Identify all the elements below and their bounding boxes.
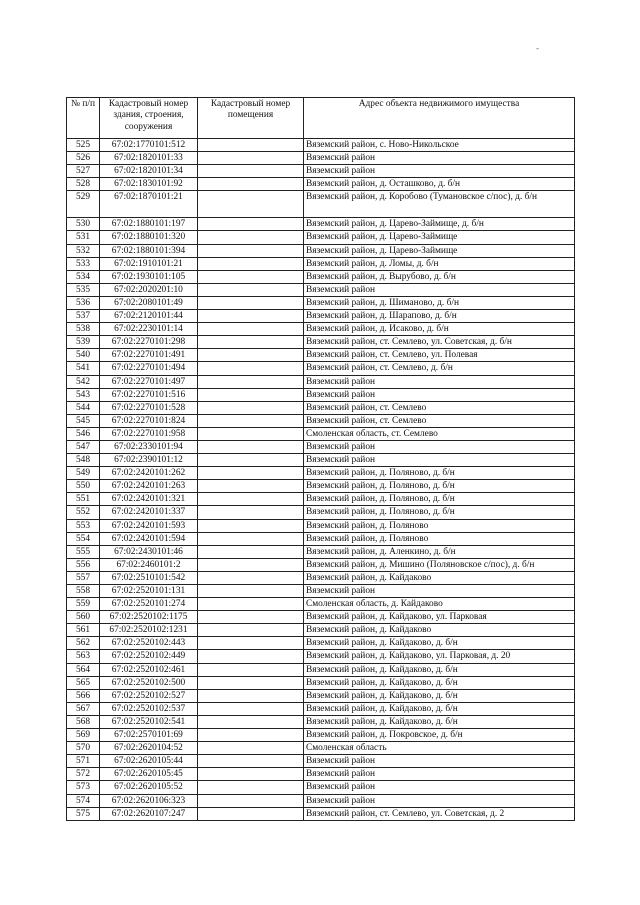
building-cadastral-number: 67:02:1910101:21 — [100, 257, 198, 270]
object-address: Вяземский район, ст. Семлево, ул. Советская, д. 2 — [304, 807, 575, 820]
room-cadastral-number — [198, 558, 304, 571]
row-number: 544 — [67, 401, 100, 414]
row-number: 540 — [67, 349, 100, 362]
object-address: Вяземский район, ст. Семлево — [304, 414, 575, 427]
object-address: Вяземский район — [304, 755, 575, 768]
object-address: Вяземский район, д. Кайдаково, д. б/н — [304, 715, 575, 728]
room-cadastral-number — [198, 454, 304, 467]
building-cadastral-number: 67:02:2510101:542 — [100, 571, 198, 584]
building-cadastral-number: 67:02:2270101:824 — [100, 414, 198, 427]
room-cadastral-number — [198, 178, 304, 191]
room-cadastral-number — [198, 231, 304, 244]
room-cadastral-number — [198, 336, 304, 349]
row-number: 537 — [67, 310, 100, 323]
building-cadastral-number: 67:02:2120101:44 — [100, 310, 198, 323]
table-row — [67, 624, 575, 637]
table-row — [67, 454, 575, 467]
object-address: Смоленская область, д. Кайдаково — [304, 598, 575, 611]
room-cadastral-number — [198, 637, 304, 650]
building-cadastral-number: 67:02:2270101:958 — [100, 427, 198, 440]
room-cadastral-number — [198, 598, 304, 611]
building-cadastral-number: 67:02:2420101:321 — [100, 493, 198, 506]
building-cadastral-number: 67:02:2620107:247 — [100, 807, 198, 820]
object-address: Вяземский район, ст. Семлево, ул. Полевая — [304, 349, 575, 362]
row-number: 564 — [67, 663, 100, 676]
table-row — [67, 218, 575, 231]
object-address: Вяземский район — [304, 768, 575, 781]
object-address: Вяземский район, д. Поляново — [304, 532, 575, 545]
building-cadastral-number: 67:02:1830101:92 — [100, 178, 198, 191]
room-cadastral-number — [198, 257, 304, 270]
row-number: 568 — [67, 715, 100, 728]
building-cadastral-number: 67:02:1880101:197 — [100, 218, 198, 231]
object-address: Вяземский район, ст. Семлево, ул. Советская, д. б/н — [304, 336, 575, 349]
room-cadastral-number — [198, 585, 304, 598]
table-row — [67, 585, 575, 598]
building-cadastral-number: 67:02:1880101:394 — [100, 244, 198, 257]
room-cadastral-number — [198, 388, 304, 401]
building-cadastral-number: 67:02:1770101:512 — [100, 139, 198, 152]
room-cadastral-number — [198, 571, 304, 584]
table-row — [67, 467, 575, 480]
building-cadastral-number: 67:02:2520102:1231 — [100, 624, 198, 637]
row-number: 566 — [67, 689, 100, 702]
table-row — [67, 270, 575, 283]
header-room-cadastral: Кадастровый номер помещения — [198, 98, 304, 139]
row-number: 543 — [67, 388, 100, 401]
table-header-row — [67, 98, 575, 139]
row-number: 535 — [67, 283, 100, 296]
table-row — [67, 401, 575, 414]
table-row — [67, 768, 575, 781]
table-row — [67, 388, 575, 401]
room-cadastral-number — [198, 244, 304, 257]
room-cadastral-number — [198, 493, 304, 506]
object-address: Вяземский район — [304, 152, 575, 165]
object-address: Вяземский район, д. Поляново, д. б/н — [304, 467, 575, 480]
table-row — [67, 637, 575, 650]
room-cadastral-number — [198, 794, 304, 807]
object-address: Вяземский район, д. Кайдаково, ул. Парковая, д. 20 — [304, 650, 575, 663]
object-address: Вяземский район — [304, 585, 575, 598]
building-cadastral-number: 67:02:2520102:449 — [100, 650, 198, 663]
object-address: Вяземский район, д. Ломы, д. б/н — [304, 257, 575, 270]
row-number: 530 — [67, 218, 100, 231]
row-number: 534 — [67, 270, 100, 283]
table-row — [67, 283, 575, 296]
row-number: 558 — [67, 585, 100, 598]
row-number: 547 — [67, 440, 100, 453]
table-row — [67, 244, 575, 257]
room-cadastral-number — [198, 480, 304, 493]
building-cadastral-number: 67:02:2420101:337 — [100, 506, 198, 519]
table-row — [67, 375, 575, 388]
room-cadastral-number — [198, 702, 304, 715]
row-number: 559 — [67, 598, 100, 611]
row-number: 549 — [67, 467, 100, 480]
header-building-cadastral: Кадастровый номер здания, строения, сооружения — [100, 98, 198, 139]
object-address: Вяземский район, д. Кайдаково — [304, 571, 575, 584]
object-address: Смоленская область, ст. Семлево — [304, 427, 575, 440]
table-row — [67, 558, 575, 571]
building-cadastral-number: 67:02:2020201:10 — [100, 283, 198, 296]
building-cadastral-number: 67:02:2520102:541 — [100, 715, 198, 728]
table-row — [67, 794, 575, 807]
row-number: 533 — [67, 257, 100, 270]
row-number: 573 — [67, 781, 100, 794]
row-number: 536 — [67, 296, 100, 309]
building-cadastral-number: 67:02:2420101:594 — [100, 532, 198, 545]
object-address: Вяземский район, д. Царево-Займище — [304, 244, 575, 257]
building-cadastral-number: 67:02:2420101:263 — [100, 480, 198, 493]
building-cadastral-number: 67:02:1870101:21 — [100, 191, 198, 218]
building-cadastral-number: 67:02:2270101:528 — [100, 401, 198, 414]
table-row — [67, 598, 575, 611]
object-address: Вяземский район, ст. Семлево, д. б/н — [304, 362, 575, 375]
object-address: Вяземский район — [304, 375, 575, 388]
row-number: 550 — [67, 480, 100, 493]
room-cadastral-number — [198, 689, 304, 702]
table-row — [67, 729, 575, 742]
row-number: 553 — [67, 519, 100, 532]
row-number: 548 — [67, 454, 100, 467]
building-cadastral-number: 67:02:2080101:49 — [100, 296, 198, 309]
object-address: Вяземский район, с. Ново-Никольское — [304, 139, 575, 152]
room-cadastral-number — [198, 467, 304, 480]
row-number: 567 — [67, 702, 100, 715]
table-row — [67, 231, 575, 244]
row-number: 562 — [67, 637, 100, 650]
table-row — [67, 362, 575, 375]
row-number: 563 — [67, 650, 100, 663]
object-address: Вяземский район, д. Поляново, д. б/н — [304, 480, 575, 493]
row-number: 572 — [67, 768, 100, 781]
building-cadastral-number: 67:02:2520102:537 — [100, 702, 198, 715]
room-cadastral-number — [198, 755, 304, 768]
table-row — [67, 257, 575, 270]
room-cadastral-number — [198, 742, 304, 755]
building-cadastral-number: 67:02:2520102:500 — [100, 676, 198, 689]
object-address: Вяземский район, д. Царево-Займище — [304, 231, 575, 244]
object-address: Вяземский район, ст. Семлево — [304, 401, 575, 414]
building-cadastral-number: 67:02:1880101:320 — [100, 231, 198, 244]
object-address: Вяземский район — [304, 388, 575, 401]
building-cadastral-number: 67:02:2390101:12 — [100, 454, 198, 467]
building-cadastral-number: 67:02:2520101:274 — [100, 598, 198, 611]
object-address: Вяземский район, д. Кайдаково, д. б/н — [304, 637, 575, 650]
table-row — [67, 165, 575, 178]
room-cadastral-number — [198, 139, 304, 152]
building-cadastral-number: 67:02:2270101:516 — [100, 388, 198, 401]
row-number: 554 — [67, 532, 100, 545]
room-cadastral-number — [198, 611, 304, 624]
table-row — [67, 427, 575, 440]
row-number: 532 — [67, 244, 100, 257]
room-cadastral-number — [198, 506, 304, 519]
property-table — [66, 97, 575, 821]
table-row — [67, 440, 575, 453]
building-cadastral-number: 67:02:2620105:44 — [100, 755, 198, 768]
table-row — [67, 650, 575, 663]
room-cadastral-number — [198, 768, 304, 781]
table-row — [67, 532, 575, 545]
row-number: 525 — [67, 139, 100, 152]
row-number: 555 — [67, 545, 100, 558]
row-number: 569 — [67, 729, 100, 742]
room-cadastral-number — [198, 283, 304, 296]
table-row — [67, 414, 575, 427]
table-row — [67, 663, 575, 676]
object-address: Вяземский район, д. Покровское, д. б/н — [304, 729, 575, 742]
row-number: 529 — [67, 191, 100, 218]
table-body — [67, 139, 575, 821]
table-row — [67, 296, 575, 309]
building-cadastral-number: 67:02:2330101:94 — [100, 440, 198, 453]
building-cadastral-number: 67:02:2620104:52 — [100, 742, 198, 755]
room-cadastral-number — [198, 270, 304, 283]
room-cadastral-number — [198, 165, 304, 178]
object-address: Вяземский район, д. Вырубово, д. б/н — [304, 270, 575, 283]
object-address: Вяземский район, д. Исаково, д. б/н — [304, 323, 575, 336]
object-address: Вяземский район — [304, 283, 575, 296]
table-row — [67, 178, 575, 191]
table-row — [67, 480, 575, 493]
object-address: Вяземский район, д. Поляново, д. б/н — [304, 493, 575, 506]
room-cadastral-number — [198, 624, 304, 637]
room-cadastral-number — [198, 663, 304, 676]
row-number: 561 — [67, 624, 100, 637]
table-row — [67, 689, 575, 702]
object-address: Вяземский район, д. Кайдаково, д. б/н — [304, 676, 575, 689]
object-address: Вяземский район, д. Кайдаково, д. б/н — [304, 702, 575, 715]
table-row — [67, 519, 575, 532]
row-number: 575 — [67, 807, 100, 820]
table-row — [67, 611, 575, 624]
object-address: Вяземский район, д. Мишино (Поляновское с/пос), д. б/н — [304, 558, 575, 571]
room-cadastral-number — [198, 650, 304, 663]
row-number: 539 — [67, 336, 100, 349]
corner-mark: - — [536, 43, 539, 53]
object-address: Вяземский район, д. Царево-Займище, д. б/н — [304, 218, 575, 231]
room-cadastral-number — [198, 715, 304, 728]
room-cadastral-number — [198, 323, 304, 336]
row-number: 541 — [67, 362, 100, 375]
room-cadastral-number — [198, 152, 304, 165]
table-row — [67, 755, 575, 768]
building-cadastral-number: 67:02:2520102:527 — [100, 689, 198, 702]
room-cadastral-number — [198, 218, 304, 231]
room-cadastral-number — [198, 807, 304, 820]
object-address: Вяземский район, д. Аленкино, д. б/н — [304, 545, 575, 558]
row-number: 538 — [67, 323, 100, 336]
building-cadastral-number: 67:02:2570101:69 — [100, 729, 198, 742]
building-cadastral-number: 67:02:2620105:52 — [100, 781, 198, 794]
table-row — [67, 323, 575, 336]
table-row — [67, 336, 575, 349]
object-address: Вяземский район — [304, 781, 575, 794]
table-row — [67, 191, 575, 218]
object-address: Вяземский район — [304, 794, 575, 807]
object-address: Вяземский район, д. Кайдаково, д. б/н — [304, 689, 575, 702]
room-cadastral-number — [198, 427, 304, 440]
row-number: 560 — [67, 611, 100, 624]
row-number: 546 — [67, 427, 100, 440]
table-row — [67, 349, 575, 362]
room-cadastral-number — [198, 296, 304, 309]
table-row — [67, 310, 575, 323]
room-cadastral-number — [198, 375, 304, 388]
table-row — [67, 702, 575, 715]
room-cadastral-number — [198, 519, 304, 532]
row-number: 526 — [67, 152, 100, 165]
row-number: 556 — [67, 558, 100, 571]
building-cadastral-number: 67:02:2270101:491 — [100, 349, 198, 362]
table-row — [67, 545, 575, 558]
object-address: Вяземский район, д. Кайдаково — [304, 624, 575, 637]
building-cadastral-number: 67:02:1820101:34 — [100, 165, 198, 178]
building-cadastral-number: 67:02:2620106:323 — [100, 794, 198, 807]
building-cadastral-number: 67:02:2270101:494 — [100, 362, 198, 375]
header-address: Адрес объекта недвижимого имущества — [304, 98, 575, 139]
object-address: Вяземский район — [304, 440, 575, 453]
building-cadastral-number: 67:02:2460101:2 — [100, 558, 198, 571]
building-cadastral-number: 67:02:2420101:593 — [100, 519, 198, 532]
object-address: Вяземский район — [304, 165, 575, 178]
table-row — [67, 781, 575, 794]
row-number: 527 — [67, 165, 100, 178]
building-cadastral-number: 67:02:2420101:262 — [100, 467, 198, 480]
building-cadastral-number: 67:02:2520102:443 — [100, 637, 198, 650]
row-number: 565 — [67, 676, 100, 689]
table-row — [67, 152, 575, 165]
building-cadastral-number: 67:02:2620105:45 — [100, 768, 198, 781]
row-number: 574 — [67, 794, 100, 807]
table-row — [67, 506, 575, 519]
row-number: 571 — [67, 755, 100, 768]
building-cadastral-number: 67:02:2270101:298 — [100, 336, 198, 349]
object-address: Вяземский район, д. Поляново, д. б/н — [304, 506, 575, 519]
room-cadastral-number — [198, 545, 304, 558]
room-cadastral-number — [198, 401, 304, 414]
table-row — [67, 742, 575, 755]
table-row — [67, 676, 575, 689]
row-number: 557 — [67, 571, 100, 584]
object-address: Вяземский район, д. Поляново — [304, 519, 575, 532]
row-number: 528 — [67, 178, 100, 191]
building-cadastral-number: 67:02:2230101:14 — [100, 323, 198, 336]
table-row — [67, 715, 575, 728]
building-cadastral-number: 67:02:2430101:46 — [100, 545, 198, 558]
room-cadastral-number — [198, 414, 304, 427]
building-cadastral-number: 67:02:2520102:1175 — [100, 611, 198, 624]
room-cadastral-number — [198, 676, 304, 689]
object-address: Вяземский район, д. Шарапово, д. б/н — [304, 310, 575, 323]
row-number: 531 — [67, 231, 100, 244]
room-cadastral-number — [198, 191, 304, 218]
table-row — [67, 139, 575, 152]
building-cadastral-number: 67:02:2520102:461 — [100, 663, 198, 676]
room-cadastral-number — [198, 440, 304, 453]
building-cadastral-number: 67:02:2270101:497 — [100, 375, 198, 388]
row-number: 551 — [67, 493, 100, 506]
object-address: Вяземский район, д. Кайдаково, д. б/н — [304, 663, 575, 676]
row-number: 545 — [67, 414, 100, 427]
table-row — [67, 493, 575, 506]
object-address: Вяземский район, д. Кайдаково, ул. Парковая — [304, 611, 575, 624]
object-address: Вяземский район, д. Осташково, д. б/н — [304, 178, 575, 191]
object-address: Вяземский район, д. Шиманово, д. б/н — [304, 296, 575, 309]
building-cadastral-number: 67:02:1930101:105 — [100, 270, 198, 283]
building-cadastral-number: 67:02:2520101:131 — [100, 585, 198, 598]
row-number: 552 — [67, 506, 100, 519]
object-address: Вяземский район, д. Коробово (Тумановское с/пос), д. б/н — [304, 191, 575, 218]
object-address: Смоленская область — [304, 742, 575, 755]
room-cadastral-number — [198, 532, 304, 545]
room-cadastral-number — [198, 310, 304, 323]
row-number: 542 — [67, 375, 100, 388]
table-row — [67, 571, 575, 584]
header-num: № п/п — [67, 98, 100, 139]
room-cadastral-number — [198, 362, 304, 375]
room-cadastral-number — [198, 781, 304, 794]
row-number: 570 — [67, 742, 100, 755]
room-cadastral-number — [198, 349, 304, 362]
object-address: Вяземский район — [304, 454, 575, 467]
building-cadastral-number: 67:02:1820101:33 — [100, 152, 198, 165]
room-cadastral-number — [198, 729, 304, 742]
table-row — [67, 807, 575, 820]
